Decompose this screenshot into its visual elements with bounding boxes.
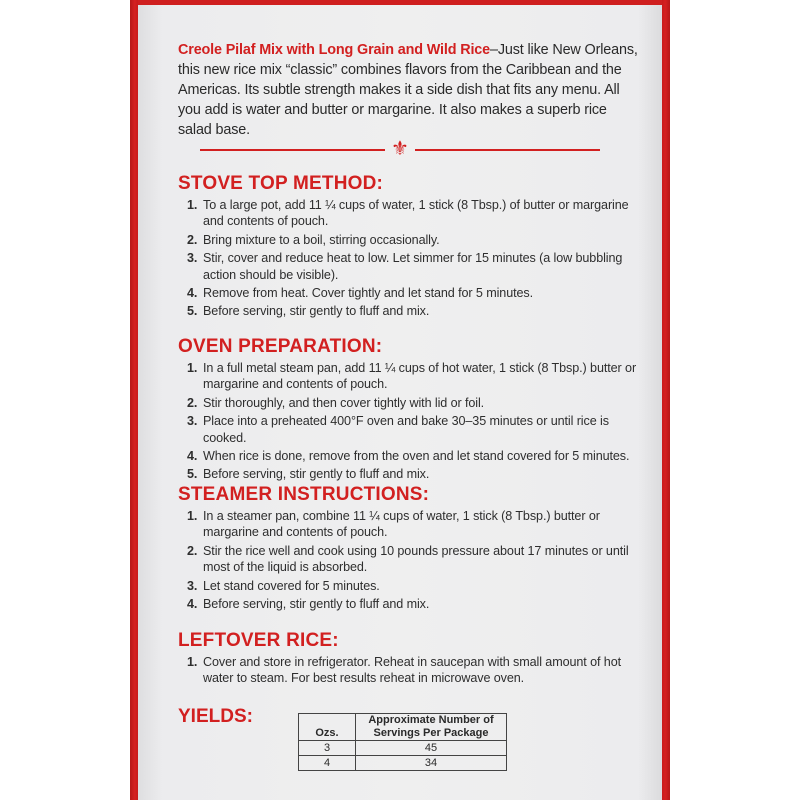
step-number: 3. <box>187 578 198 593</box>
step-number: 4. <box>187 286 198 301</box>
section-heading: STOVE TOP METHOD: <box>178 173 384 194</box>
ozs-cell: 4 <box>299 756 356 771</box>
step-text: Before serving, stir gently to fluff and mix. <box>203 467 430 482</box>
intro-block <box>178 40 638 140</box>
intro-paragraph <box>178 40 638 140</box>
list-item <box>178 232 638 248</box>
step-number: 4. <box>187 449 198 464</box>
col-ozs-header: Ozs. <box>299 714 356 741</box>
step-list <box>178 197 638 320</box>
fleur-de-lis-icon: ⚜ <box>391 138 409 160</box>
step-number: 1. <box>187 655 198 669</box>
step-number: 1. <box>187 361 198 375</box>
step-text: Stir, cover and reduce heat to low. Let simmer for 15 minutes (a low bubbling action should be visible). <box>203 251 623 282</box>
step-text: Let stand covered for 5 minutes. <box>203 578 380 593</box>
list-item <box>178 654 638 687</box>
ozs-cell: 3 <box>299 741 356 756</box>
step-text: To a large pot, add 11 ¼ cups of water, 1 stick (8 Tbsp.) of butter or margarine and contents of pouch. <box>203 198 629 229</box>
table-row <box>299 756 507 771</box>
step-list <box>178 360 638 483</box>
step-text: Stir the rice well and cook using 10 pounds pressure about 17 minutes or until most of the liquid is absorbed. <box>203 543 629 575</box>
step-text: When rice is done, remove from the oven and let stand covered for 5 minutes. <box>203 449 630 464</box>
list-item <box>178 413 638 446</box>
list-item <box>178 197 638 230</box>
section-heading: LEFTOVER RICE: <box>178 630 339 651</box>
step-text: Bring mixture to a boil, stirring occasionally. <box>203 232 440 247</box>
step-text: Place into a preheated 400°F oven and bake 30–35 minutes or until rice is cooked. <box>203 414 609 445</box>
step-text: Cover and store in refrigerator. Reheat in saucepan with small amount of hot water to steam. For best results reheat in microwave oven. <box>203 655 622 686</box>
table-row <box>299 741 507 756</box>
yields-table <box>298 713 507 771</box>
yields-heading: YIELDS: <box>178 706 253 727</box>
fleur-divider <box>200 140 600 160</box>
divider-line-left <box>200 149 385 151</box>
divider-line-right <box>415 149 600 151</box>
list-item <box>178 395 638 411</box>
step-number: 4. <box>187 597 198 612</box>
intro-text: –Just like New Orleans, this new rice mix “classic” combines flavors from the Caribbean and the Americas. Its subtle strength makes it a side dish that fits any menu. All you add is water and butter or margarine. It also makes a superb rice salad base. <box>178 42 638 138</box>
step-number: 5. <box>187 467 198 482</box>
step-number: 1. <box>187 509 198 523</box>
table-header-row <box>299 714 507 741</box>
box-left-edge <box>130 0 138 800</box>
stove-top-section <box>178 173 638 322</box>
oven-section <box>178 336 638 485</box>
steamer-section <box>178 484 638 614</box>
step-text: In a steamer pan, combine 11 ¼ cups of water, 1 stick (8 Tbsp.) butter or margarine and contents of pouch. <box>203 509 600 540</box>
servings-cell: 45 <box>356 741 507 756</box>
step-number: 2. <box>187 395 198 410</box>
list-item <box>178 596 638 612</box>
list-item <box>178 578 638 594</box>
list-item <box>178 508 638 541</box>
list-item <box>178 360 638 393</box>
product-name: Creole Pilaf Mix with Long Grain and Wild Rice <box>178 42 490 58</box>
step-list <box>178 654 638 687</box>
step-number: 2. <box>187 232 198 247</box>
step-text: Remove from heat. Cover tightly and let stand for 5 minutes. <box>203 286 533 301</box>
step-text: Before serving, stir gently to fluff and mix. <box>203 304 430 319</box>
step-text: Before serving, stir gently to fluff and mix. <box>203 597 430 612</box>
list-item <box>178 543 638 576</box>
list-item <box>178 448 638 464</box>
step-text: Stir thoroughly, and then cover tightly with lid or foil. <box>203 395 485 410</box>
leftover-section <box>178 630 638 689</box>
list-item <box>178 285 638 301</box>
col-servings-header: Approximate Number of Servings Per Package <box>356 714 507 741</box>
servings-cell: 34 <box>356 756 507 771</box>
step-list <box>178 508 638 612</box>
list-item <box>178 466 638 482</box>
step-number: 3. <box>187 251 198 266</box>
box-right-edge <box>662 0 670 800</box>
step-number: 5. <box>187 304 198 319</box>
section-heading: OVEN PREPARATION: <box>178 336 383 357</box>
section-heading: STEAMER INSTRUCTIONS: <box>178 484 430 505</box>
box-top-edge <box>130 0 670 5</box>
step-number: 3. <box>187 414 198 429</box>
list-item <box>178 250 638 283</box>
step-text: In a full metal steam pan, add 11 ¼ cups of hot water, 1 stick (8 Tbsp.) butter or margarine and contents of pouch. <box>203 361 637 392</box>
step-number: 2. <box>187 543 198 558</box>
step-number: 1. <box>187 198 198 212</box>
list-item <box>178 303 638 319</box>
